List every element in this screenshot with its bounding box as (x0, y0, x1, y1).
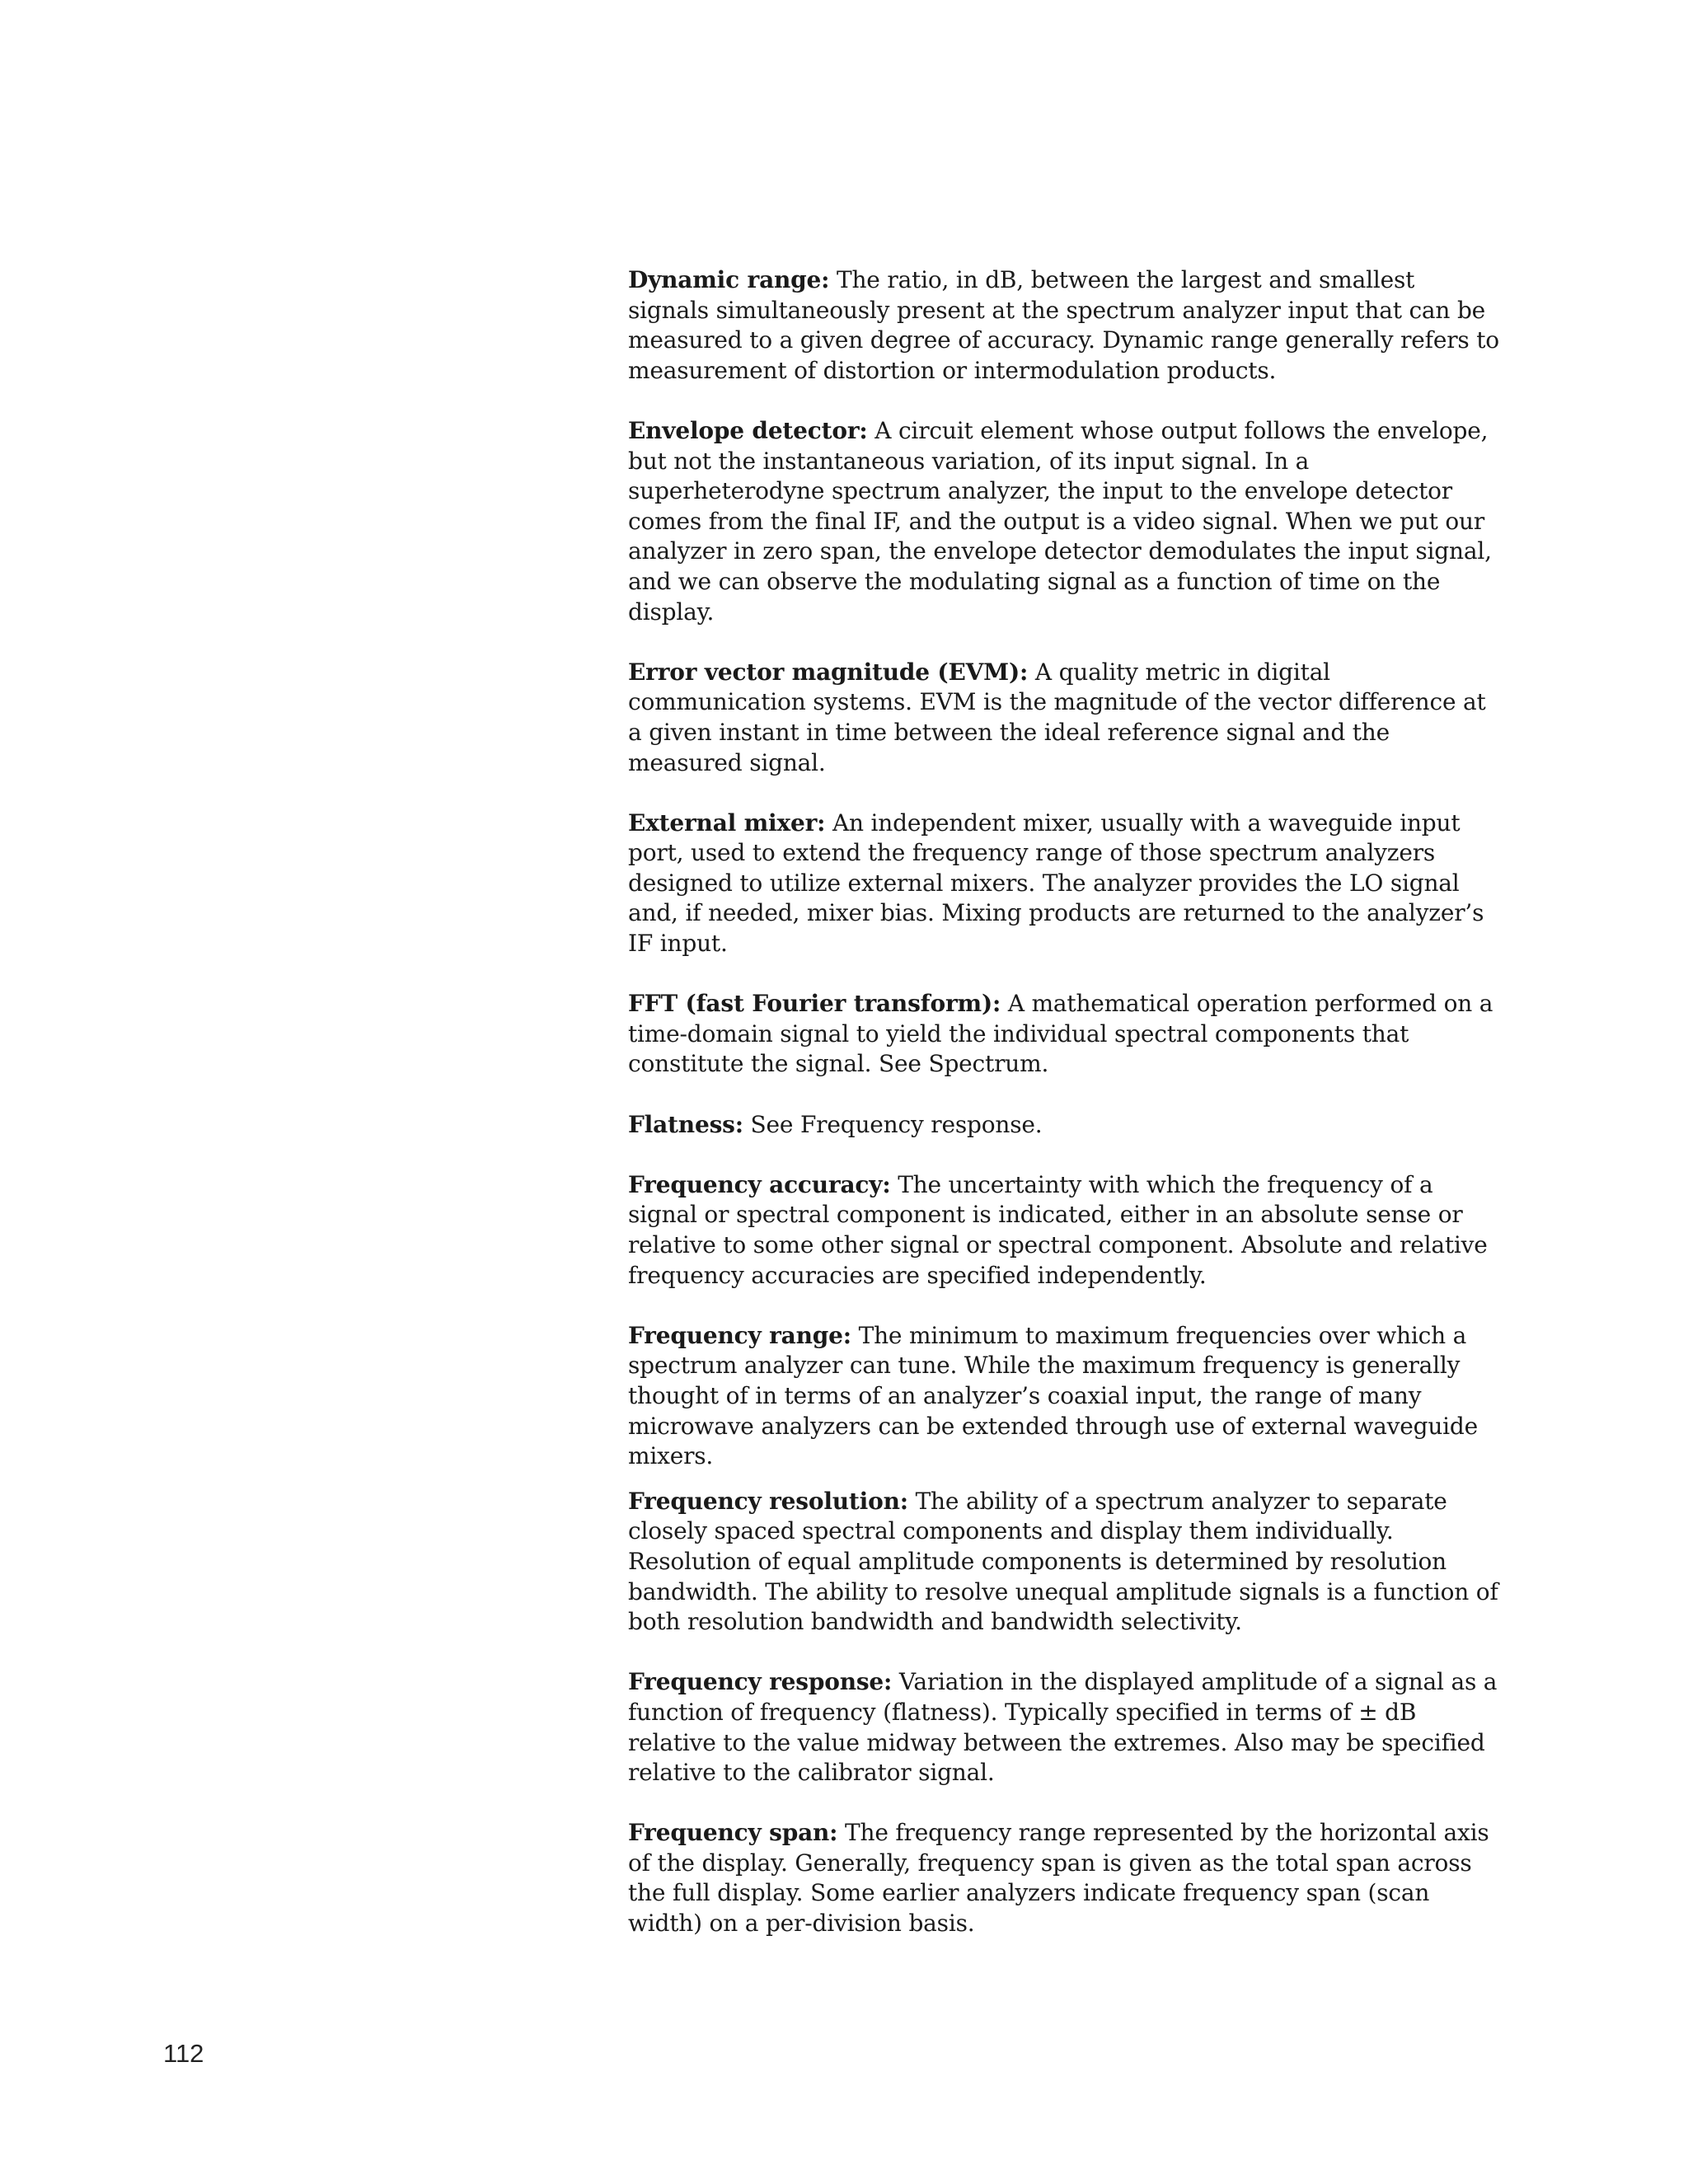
glossary-definition: A circuit element whose output follows the envelope, but not the instantaneous variation, of its input signal. In a superheterodyne spectrum analyzer, the input to the envelope detector comes from the final IF, and the output is a video signal. When we put our analyzer in zero span, the envelope detector demodulates the input signal, and we can observe the modulating signal as a function of time on the display. (628, 416, 1492, 626)
glossary-entry-envelope-detector (628, 416, 1502, 627)
page-number: 112 (163, 2039, 204, 2068)
glossary-definition: The uncertainty with which the frequency of a signal or spectral component is indicated, either in an absolute sense or relative to some other signal or spectral component. Absolute and relative frequency accuracies are specified independently. (628, 1170, 1488, 1289)
glossary-term: Frequency response: (628, 1668, 893, 1696)
glossary-definition: Variation in the displayed amplitude of a signal as a function of frequency (flatness). Typically specified in terms of ± dB relative to the value midway between the extremes. Also may be specified relative to the calibrator signal. (628, 1668, 1498, 1787)
glossary-entry-dynamic-range (628, 265, 1502, 386)
glossary-term: FFT (fast Fourier transform): (628, 990, 1001, 1018)
glossary-term: Frequency range: (628, 1321, 851, 1349)
glossary-entry-frequency-span (628, 1818, 1502, 1938)
glossary-entry-frequency-resolution (628, 1487, 1502, 1638)
glossary-list (628, 265, 1502, 1969)
glossary-term: Frequency span: (628, 1819, 838, 1847)
glossary-term: Frequency resolution: (628, 1487, 908, 1515)
glossary-term: Flatness: (628, 1110, 743, 1138)
glossary-entry-external-mixer (628, 808, 1502, 959)
glossary-entry-frequency-accuracy (628, 1170, 1502, 1291)
glossary-term: Envelope detector: (628, 416, 868, 444)
glossary-definition: An independent mixer, usually with a waveguide input port, used to extend the frequency range of those spectrum analyzers designed to utilize external mixers. The analyzer provides the LO signal and, if needed, mixer bias. Mixing products are returned to the analyzer’s IF input. (628, 808, 1484, 958)
glossary-definition: The frequency range represented by the horizontal axis of the display. Generally, frequency span is given as the total span across the full display. Some earlier analyzers indicate frequency span (scan width) on a per-division basis. (628, 1819, 1489, 1938)
glossary-entry-error-vector-magnitude (628, 658, 1502, 778)
glossary-definition: The ability of a spectrum analyzer to separate closely spaced spectral components and display them individually. Resolution of equal amplitude components is determined by resolution bandwidth. The ability to resolve unequal amplitude signals is a function of both resolution bandwidth and bandwidth selectivity. (628, 1487, 1498, 1636)
glossary-definition: A mathematical operation performed on a time-domain signal to yield the individual spectral components that constitute the signal. See Spectrum. (628, 990, 1493, 1078)
glossary-entry-frequency-response (628, 1667, 1502, 1788)
glossary-entry-flatness (628, 1110, 1502, 1141)
glossary-definition: The minimum to maximum frequencies over which a spectrum analyzer can tune. While the maximum frequency is generally thought of in terms of an analyzer’s coaxial input, the range of many microwave analyzers can be extended through use of external waveguide mixers. (628, 1321, 1479, 1470)
glossary-term: Dynamic range: (628, 266, 830, 293)
glossary-entry-fft (628, 989, 1502, 1080)
glossary-entry-frequency-range (628, 1321, 1502, 1472)
glossary-term: Error vector magnitude (EVM): (628, 658, 1029, 686)
glossary-term: External mixer: (628, 808, 826, 837)
glossary-definition: The ratio, in dB, between the largest and smallest signals simultaneously present at the spectrum analyzer input that can be measured to a given degree of accuracy. Dynamic range generally refers to measurement of distortion or intermodulation products. (628, 266, 1499, 384)
glossary-term: Frequency accuracy: (628, 1170, 891, 1198)
glossary-definition: A quality metric in digital communication systems. EVM is the magnitude of the vector difference at a given instant in time between the ideal reference signal and the measured signal. (628, 658, 1486, 776)
glossary-definition: See Frequency response. (750, 1110, 1043, 1138)
